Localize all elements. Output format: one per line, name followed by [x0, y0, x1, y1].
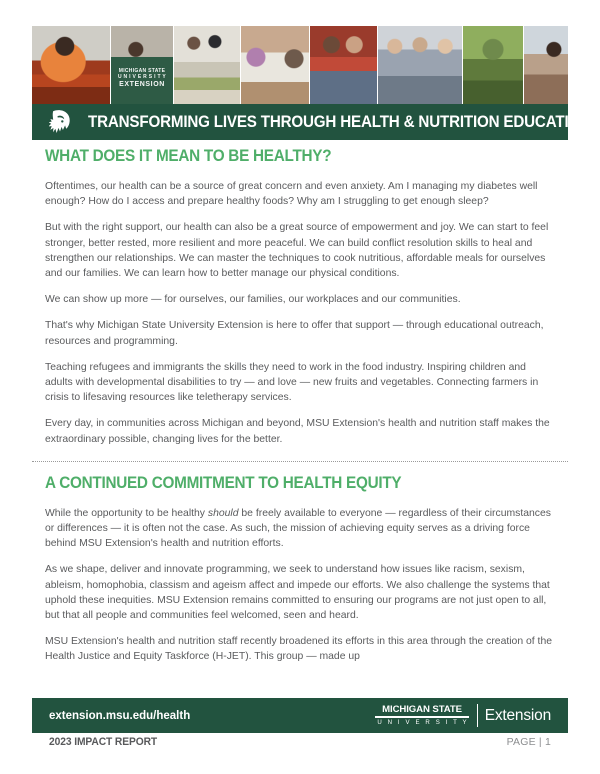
- spartan-helmet-icon: [49, 110, 71, 134]
- msu-extension-logo: [375, 704, 551, 727]
- footer-meta: [32, 736, 568, 748]
- collage-photo-3: [174, 26, 241, 104]
- paragraph: That's why Michigan State University Extension is here to offer that support — through educational outreach, resources and programming.: [45, 320, 544, 347]
- impact-report-label: 2023 IMPACT REPORT: [49, 736, 158, 748]
- collage-photo-4: [241, 26, 310, 104]
- section-divider: [32, 461, 568, 462]
- extension-wordmark: Extension: [484, 706, 551, 724]
- paragraph: But with the right support, our health can also be a great source of empowerment and joy. We can start to feel stronger, better rested, more resilient and more peaceful. We can build conflict resolution skills to heal and strengthen our relationships. We can master the techniques to cook nutritious, affordable meals for ourselves and our families. We can learn how to better manage our physical conditions.: [45, 222, 549, 280]
- overlay-line-2: U N I V E R S I T Y: [117, 74, 167, 81]
- paragraph-lead-a: While the opportunity to be healthy: [45, 507, 208, 519]
- paragraph: MSU Extension's health and nutrition staff recently broadened its efforts in this area through the creation of the Health Justice and Equity Taskforce (H-JET). This group — made up: [45, 636, 552, 663]
- paragraph: We can show up more — for ourselves, our families, our workplaces and our communities.: [45, 294, 461, 306]
- banner-title-bar: [32, 104, 591, 140]
- collage-photo-1: [32, 26, 111, 104]
- section-heading-healthy: WHAT DOES IT MEAN TO BE HEALTHY?: [45, 146, 332, 165]
- brand-divider-rule: [477, 704, 478, 727]
- footer-bar: [32, 698, 568, 733]
- paragraph: As we shape, deliver and innovate programming, we seek to understand how issues like racism, sexism, ableism, homophobia, classism and ageism affect and impede our efforts. We also challenge the systems that uphold these inequities. MSU Extension remains committed to ensuring our programs are not just open to all, but that all people and communities feel welcomed, seen and heard.: [45, 564, 550, 622]
- msu-wordmark-line-2: U N I V E R S I T Y: [377, 718, 469, 726]
- collage-photo-7: [463, 26, 524, 104]
- footer-url-link[interactable]: extension.msu.edu/health: [49, 709, 191, 722]
- msu-extension-table-overlay: [118, 68, 166, 89]
- overlay-line-3: EXTENSION: [119, 80, 165, 88]
- page-number-label: PAGE | 1: [506, 736, 551, 748]
- paragraph: Teaching refugees and immigrants the skills they need to work in the food industry. Inspiring children and adults with developmental disabilities to try — and love — new fruits and vegetables. Connecting farmers in crisis to lifesaving resources like teletherapy services.: [45, 361, 539, 404]
- collage-photo-2: [111, 26, 174, 104]
- collage-photo-8: [524, 26, 568, 104]
- overlay-line-1: MICHIGAN STATE: [118, 68, 166, 75]
- msu-wordmark: [375, 704, 468, 727]
- paragraph-lead-b: be freely available to everyone — regardless of their circumstances or differences — it is often not the case. As such, the mission of achieving equity serves as a driving force behind MSU Extension's health and nutrition efforts.: [45, 507, 551, 550]
- photo-collage-banner: [32, 26, 568, 104]
- section-body-healthy: [32, 179, 568, 447]
- paragraph-emphasis: should: [207, 507, 239, 519]
- msu-wordmark-line-1: MICHIGAN STATE: [375, 704, 468, 717]
- collage-photo-5: [310, 26, 378, 104]
- section-body-equity: [32, 506, 568, 665]
- paragraph: Oftentimes, our health can be a source of great concern and even anxiety. Am I managing my diabetes well enough? How do I access and prepare healthy foods? Why am I struggling to get enough sleep?: [45, 181, 538, 208]
- paragraph-with-emphasis: [45, 506, 555, 552]
- document-content: [32, 146, 568, 665]
- paragraph: Every day, in communities across Michigan and beyond, MSU Extension's health and nutrition staff makes the extraordinary possible, changing lives for the better.: [45, 418, 550, 445]
- collage-photo-6: [378, 26, 463, 104]
- section-heading-equity: A CONTINUED COMMITMENT TO HEALTH EQUITY: [45, 472, 402, 492]
- banner-title: TRANSFORMING LIVES THROUGH HEALTH & NUTRITION EDUCATION: [88, 112, 591, 131]
